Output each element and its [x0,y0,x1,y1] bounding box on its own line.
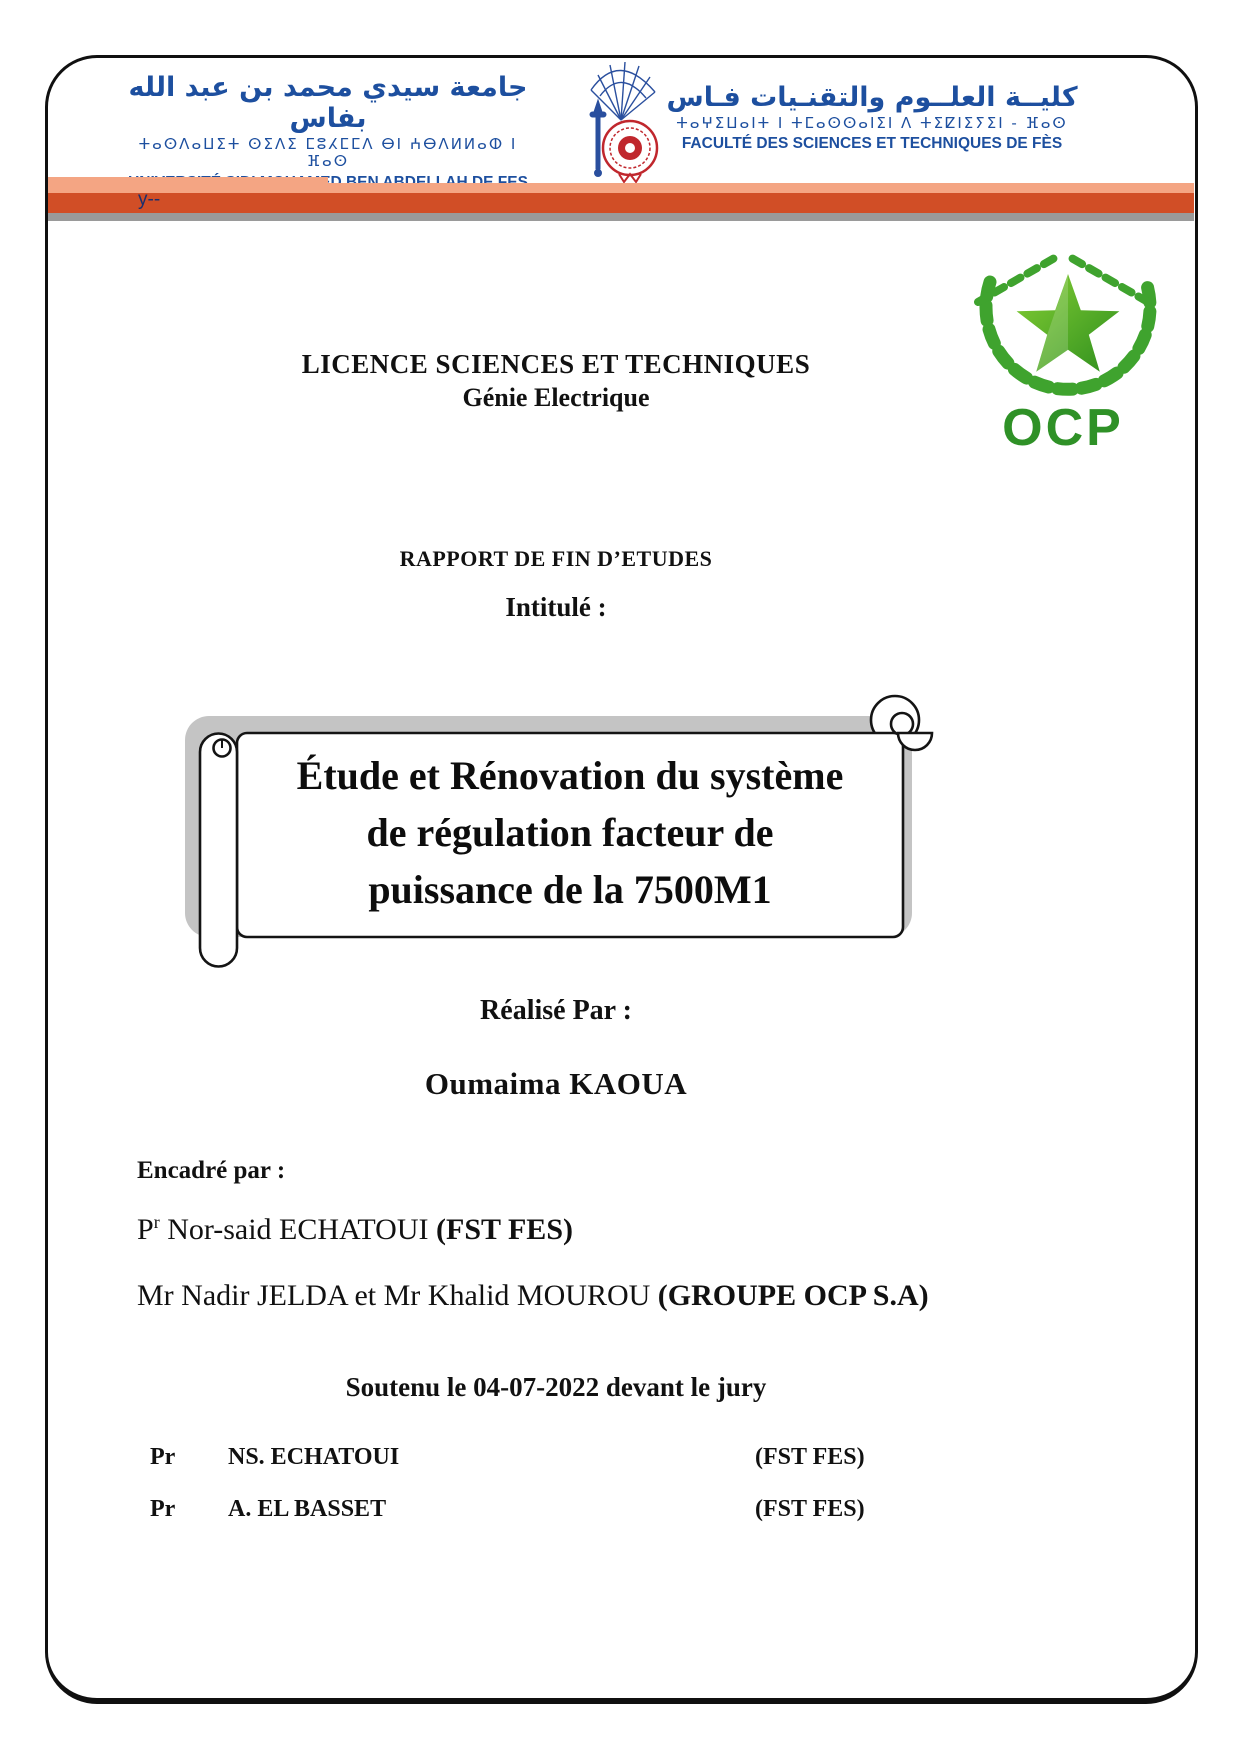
header-bar-salmon-step [48,177,328,185]
author-name: Oumaima KAOUA [424,1066,688,1101]
jury1-affiliation: (FST FES) [755,1444,865,1470]
report-title-line1: Étude et Rénovation du système [296,753,844,798]
jury2-affiliation: (FST FES) [755,1496,865,1522]
university-name-tifinagh: ⵜⴰⵙⴷⴰⵡⵉⵜ ⵙⵉⴷⵉ ⵎⵓⵃⵎⵎⴷ ⴱⵏ ⵄⴱⴷⵍⵍⴰⵀ ⵏ ⴼⴰⵙ [138,135,518,171]
header-annotation: y-- [138,189,161,210]
report-type: RAPPORT DE FIN D’ETUDES [399,546,713,571]
supervisor2-affiliation: (GROUPE OCP S.A) [657,1279,929,1312]
report-title [237,747,903,918]
supervisor2-names: Mr Nadir JELDA et Mr Khalid MOUROU [137,1279,658,1312]
jury2-title: Pr [150,1496,176,1522]
supervisor1-title-base: P [137,1213,154,1246]
jury1-title: Pr [150,1444,176,1470]
university-name-arabic: جامعة سيدي محمد بن عبد الله بفاس [128,72,528,135]
supervisor1-affiliation: (FST FES) [436,1213,573,1246]
jury-row [0,1444,1241,1480]
report-title-line2: de régulation facteur de [366,810,774,855]
header-university-block [128,72,528,191]
defense-heading: Soutenu le 04-07-2022 devant le jury [345,1372,767,1402]
faculty-name-latin: FACULTÉ DES SCIENCES ET TECHNIQUES DE FÈS [681,135,1063,153]
jury2-name: A. EL BASSET [228,1496,387,1522]
faculty-name-tifinagh: ⵜⴰⵖⵉⵡⴰⵏⵜ ⵏ ⵜⵎⴰⵙⵙⴰⵏⵉⵏ ⴷ ⵜⵉⵇⵏⵉⵢⵉⵏ - ⴼⴰⵙ [676,114,1068,133]
supervisor-line-2 [137,1279,929,1313]
program-title: LICENCE SCIENCES ET TECHNIQUES [301,349,811,379]
header-faculty-block [662,82,1082,153]
jury-row [0,1496,1241,1532]
faculty-name-arabic: كليــة العلــوم والتقنـيات فـاس [666,82,1078,113]
university-crest-icon [583,60,659,188]
report-title-line3: puissance de la 7500M1 [368,867,772,912]
program-specialty: Génie Electrique [462,383,650,412]
supervisor1-title-sup: r [153,1212,160,1232]
encadre-par-label: Encadré par : [137,1157,286,1184]
header-bar-orange [48,193,1194,213]
ocp-wreath-star-icon [950,240,1176,406]
ocp-logo-text: OCP [1002,399,1124,457]
jury1-name: NS. ECHATOUI [228,1444,400,1470]
supervisor-line-1 [137,1212,573,1247]
header-bar-gray [48,213,1194,221]
supervisor1-name: Nor-said ECHATOUI [159,1213,437,1246]
realise-par-label: Réalisé Par : [480,995,632,1026]
intitule-label: Intitulé : [505,592,607,622]
